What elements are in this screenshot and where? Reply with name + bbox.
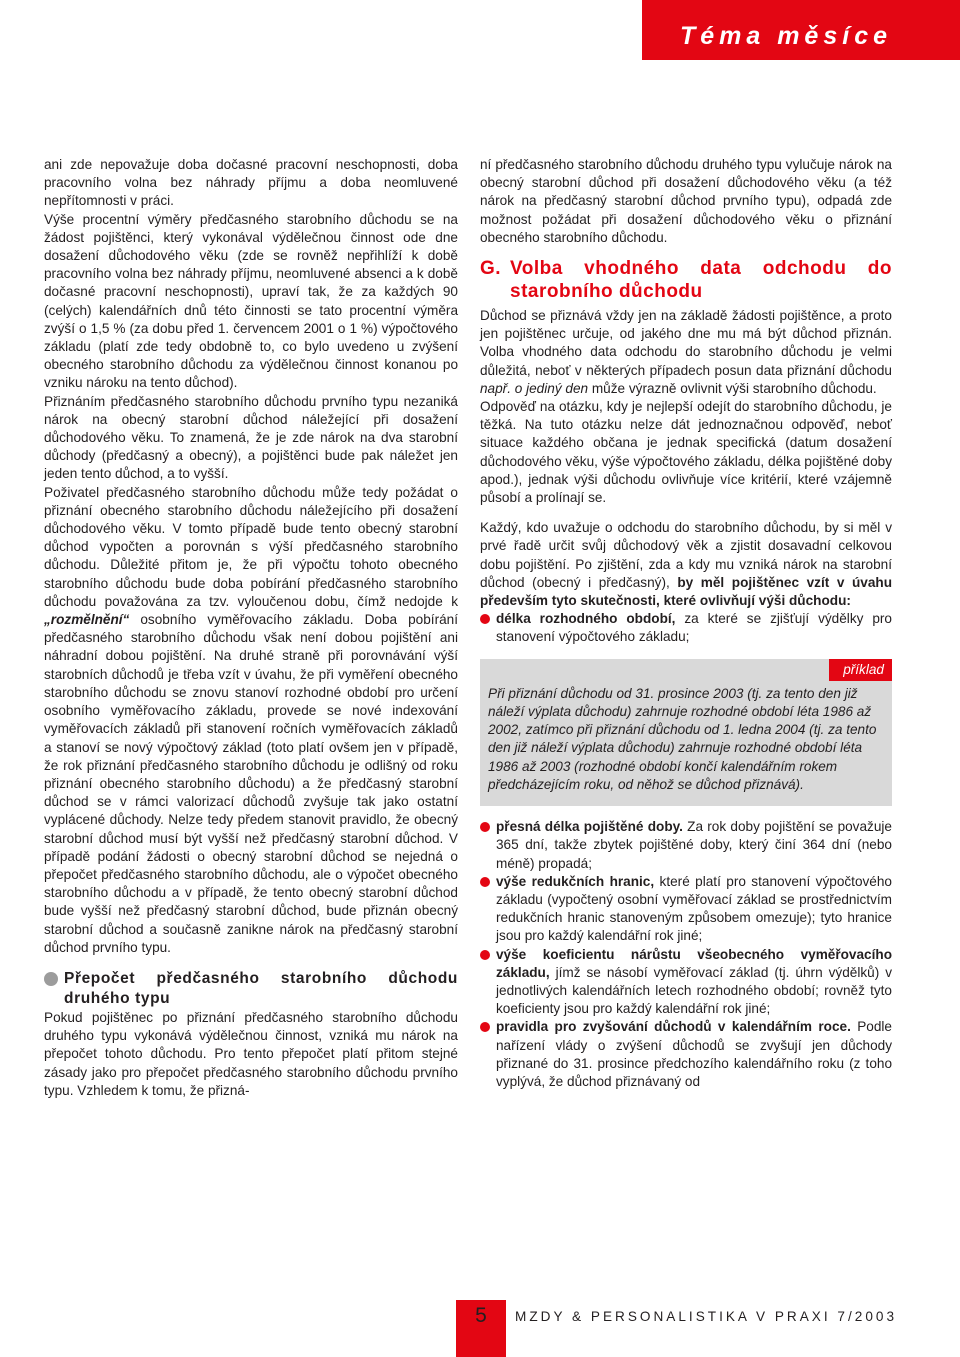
bullet-item [480, 873, 892, 946]
left-column [44, 156, 458, 1100]
emphasis-text: „rozmělnění“ [44, 612, 130, 628]
paragraph-text: Poživatel předčasného starobního důchodu může tedy požádat o přiznání obecného starobního důchodu náležejícího při dosažení důchodového věku. V tomto případě bude tento obecný starobní důchod vypočten a porovnán s výší předčasného starobního důchodu. Důležité přitom je, že při výpočtu tohoto obecného starobního důchodu bude doba pobírání předčasného starobního důchodu považována za tzv. vyloučenou dobu, čímž nedojde k [44, 484, 458, 609]
bold-text: by měl pojištěnec vzít v úvahu především tyto skutečnosti, které ovlivňují výši důchodu: [480, 574, 893, 609]
section-title: Téma měsíce [679, 22, 892, 50]
bullet-icon [480, 877, 490, 887]
bullet-icon [480, 614, 490, 624]
paragraph-text: Každý, kdo uvažuje o odchodu do starobního důchodu, by si měl v prvé řadě určit svůj důchodový věk a zjistit dosavadní celkovou dobu pojištění. Po zjištění, zda a kdy mu vzniká nárok na starobní důchod (obecný i předčasný), [480, 520, 892, 590]
example-tag-wrap [488, 659, 892, 681]
section-heading [480, 257, 892, 303]
bullet-bold: přesná délka pojištěné doby. [496, 819, 683, 835]
subheading [44, 969, 458, 1009]
emphasis-text: např. o jediný den [480, 380, 589, 396]
section-heading-text: Volba vhodného data odchodu do starobního důchodu [510, 258, 892, 303]
paragraph: ní předčasného starobního důchodu druhého typu vylučuje nárok na obecný starobní důchod při dosažení důchodového věku (a též nárok na předčasný starobní důchod prvního typu), odpadá zde možnost požádat při dosažení důchodového věku o přiznání obecného starobního důchodu. [480, 157, 892, 245]
bullet-bold: pravidla pro zvyšování důchodů v kalendářním roce. [496, 1019, 851, 1035]
paragraph [480, 307, 892, 398]
header-bar [642, 0, 960, 60]
paragraph [44, 484, 458, 957]
bullet-icon [480, 950, 490, 960]
spacer [480, 507, 892, 519]
paragraph: Přiznáním předčasného starobního důchodu prvního typu nezaniká nárok na obecný starobní důchod náležející při dosažení důchodového věku. To znamená, že je zde nárok na dva starobní důchody (předčasný a obecný), a pojištěnci bude pak náležet jen jeden tento důchod, a to vyšší. [44, 393, 458, 482]
bullet-icon [480, 822, 490, 832]
subheading-text: Přepočet předčasného starobního důchodu druhého typu [64, 969, 458, 1007]
paragraph [480, 519, 892, 610]
right-column [480, 156, 892, 1091]
paragraph: Výše procentní výměry předčasného starobního důchodu se na žádost pojištěnci, který vykonával výdělečnou činnost ode dne dosažení důchodového věku (zde se rovněž nepřihlíží k době pracovního volna bez náhrady příjmu, neomluvené absenci a k době dočasné pracovní neschopnosti), upraví tak, že za každých 90 (celých) kalendářních dnů této činnosti se tato procentní výměra zvýší o 1,5 % (za dobu před 1. červencem 2001 o 1 %) výpočtového základu (platí zde tedy obdobně to, co bylo uvedeno u zvýšení obecného starobního důchodu za výdělečnou činnost konanou po vzniku nároku na tento důchod). [44, 211, 458, 391]
bullet-bold: výše koeficientu nárůstu všeobecného vyměřovacího základu, [496, 946, 892, 980]
section-letter: G. [480, 258, 502, 280]
bullet-icon [480, 1022, 490, 1032]
page-number-box [456, 1300, 506, 1357]
paragraph-text: osobního vyměřovacího základu. Doba pobírání předčasného starobního důchodu však není dobou pojištění ani náhradní dobou pojištění. Na druhé straně při porovnávání výší starobních důchodů je třeba vzít v úvahu, že při vyměření obecného starobního důchodu se znovu stanoví rozhodné období pro určení osobního vyměřovacího základu, provede se nové indexování vyměřovacích základů při stanovení ročních vyměřovacích základů a stanoví se nový výpočtový základ (toto platí ovšem jen v případě, že rok přiznání předčasného starobního důchodu je odlišný od roku přiznání obecného starobního důchodu) a že předčasný starobní důchod se v rámci valorizací důchodů zvyšuje tak jako ostatní vyplácené důchody. Nelze tedy předem stanovit pravidlo, že obecný starobní důchod musí být vyšší než předčasný starobní důchod. V případě podání žádosti o obecný starobní důchod se nejedná o přepočet předčasného starobního důchodu, ale o výpočet obecného starobního důchodu a v případě, že tento obecný starobní důchod bude vyšší než předčasný starobní důchod, bude přiznán obecný starobní důchod a současně zanikne nárok na předčasný starobní důchod prvního typu. [44, 612, 458, 955]
paragraph: Pokud pojištěnec po přiznání předčasného starobního důchodu druhého typu vykonává výdělečnou činnost, vzniká mu nárok na přepočet tohoto důchodu. Pro tento přepočet platí přitom stejné zásady jako pro přepočet předčasného starobního důchodu prvního typu. Vzhledem k tomu, že přizná- [44, 1009, 458, 1098]
bullet-item [480, 818, 892, 873]
publication-footer: MZDY & PERSONALISTIKA V PRAXI 7/2003 [515, 1309, 897, 1324]
bullet-item [480, 1018, 892, 1091]
bullet-bold: výše redukčních hranic, [496, 873, 655, 889]
bullet-bold: délka rozhodného období, [496, 611, 676, 627]
page-number: 5 [475, 1304, 487, 1327]
example-box [480, 659, 892, 806]
example-text: Při přiznání důchodu od 31. prosince 2003 (tj. za tento den již náleží výplata důchodu) zahrnuje rozhodné období léta 1986 až 2002, zatímco při přiznání důchodu od 1. ledna 2004 (tj. za tento den již náleží výplata důchodu) zahrnuje rozhodné období léta 1986 až 2003 (rozhodné období končí kalendářním rokem předcházejícím roku, od něhož se důchod přiznává). [488, 685, 877, 792]
bullet-text: Podle nařízení vlády o zvýšení důchodů se zvyšují jen důchody přiznané do 31. prosince předchozího kalendářního roku (z toho vyplývá, že důchod přiznávaný od [496, 1019, 892, 1089]
bullet-circle-icon [44, 972, 58, 986]
bullet-item [480, 610, 892, 646]
paragraph-text: může výrazně ovlivnit výši starobního důchodu. [588, 380, 877, 396]
paragraph: Odpověď na otázku, kdy je nejlepší odejít do starobního důchodu, je těžká. Na tuto otázku nelze dát jednoznačnou odpověď, neboť situace každého občana je jednak specifická (datum dosažení důchodového věku, výše výpočtového základu, délka pojištěné doby apod.), jednak výši důchodu ovlivňuje více kritérií, které vzájemně působí a prolínají se. [480, 399, 892, 506]
paragraph: ani zde nepovažuje doba dočasné pracovní neschopnosti, doba pracovního volna bez náhrady příjmu a doba neomluvené nepřítomnosti v práci. [44, 157, 458, 209]
paragraph-text: Důchod se přiznává vždy jen na základě žádosti pojištěnce, a proto jen pojištěnec určuje, od jakého dne mu má být důchod přiznán. Volba vhodného data odchodu do starobního důchodu je velmi důležitá, neboť v některých případech posun data přiznání důchodu [480, 308, 892, 378]
example-tag: příklad [829, 659, 892, 681]
bullet-text: Za rok doby pojištění se považuje 365 dní, takže zbytek pojištěné doby, který činí 364 dní (nebo méně) propadá; [496, 819, 892, 871]
bullet-text: za které se zjišťují výdělky pro stanovení výpočtového základu; [496, 611, 892, 645]
bullet-text: jímž se násobí vyměřovací základ (tj. úhrn výdělků) v jednotlivých kalendářních letech rozhodného období; rovněž tyto koeficienty jsou pro každý kalendářní rok jiné; [496, 964, 892, 1017]
bullet-text: které platí pro stanovení výpočtového základu (vypočtený osobní vyměřovací základ se prostřednictvím redukčních hranic stanoveným způsobem omezuje); tyto hranice jsou pro každý kalendářní rok jiné; [496, 873, 892, 944]
bullet-item [480, 946, 892, 1019]
